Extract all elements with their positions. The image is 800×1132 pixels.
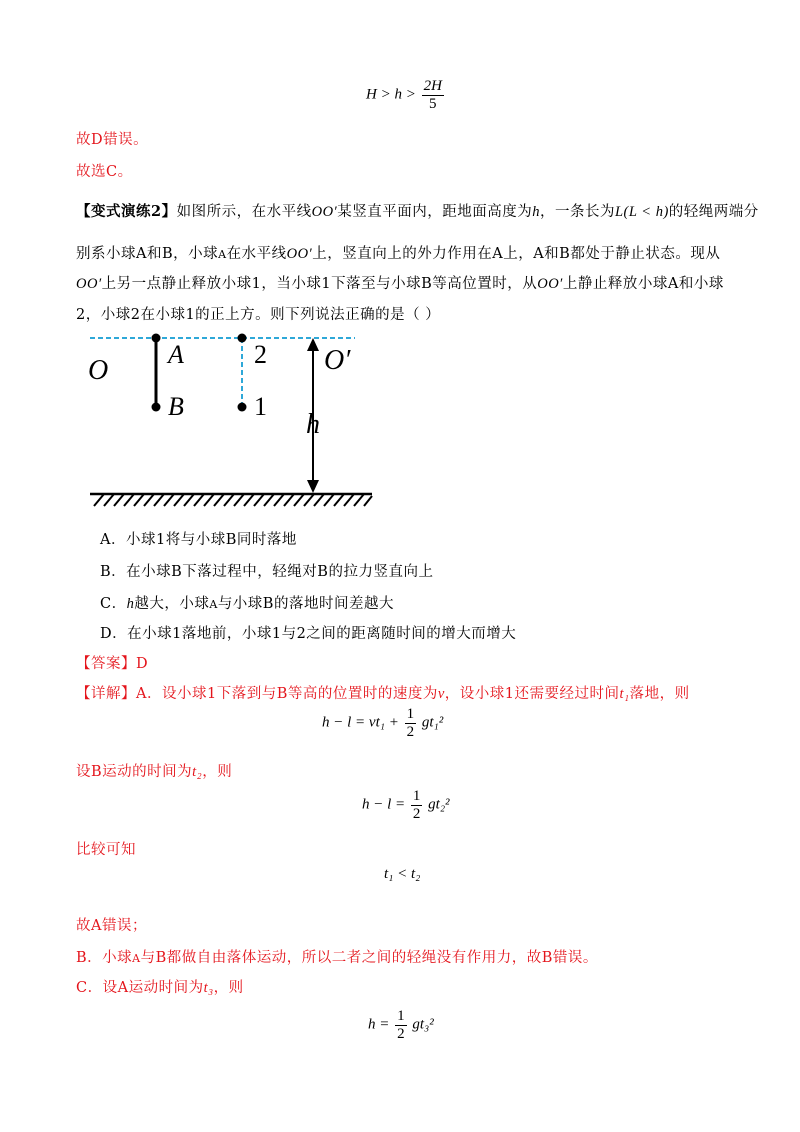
compare-line: 比较可知 (76, 842, 136, 858)
problem-text-3b: 上另一点静止释放小球1，当小球1下落至与小球B等高位置时，从 (101, 276, 538, 292)
eq4-fraction (395, 1008, 407, 1042)
option-d: D．在小球1落地前，小球1与2之间的距离随时间的增大而增大 (100, 626, 517, 642)
eq2-den: 2 (412, 805, 421, 822)
h-symbol: h (532, 204, 540, 220)
symbol-t1: t₁ (619, 686, 630, 702)
oo-symbol-4: OO′ (537, 276, 563, 292)
symbol-t2: t₂ (192, 764, 203, 780)
equation-2 (362, 788, 450, 822)
label-O: O (88, 355, 109, 386)
oo-symbol: OO′ (311, 204, 338, 220)
oo-symbol-2: OO′ (286, 246, 313, 262)
answer: 【答案】D (76, 656, 149, 672)
ground-hatch (94, 494, 372, 506)
L-condition: (L < h) (623, 204, 669, 220)
explain-intro (76, 682, 690, 703)
problem-line-4: 2，小球2在小球1的正上方。则下列说法正确的是（ ） (76, 307, 441, 323)
eq4-num: 1 (397, 1008, 405, 1024)
b-explain-a: B．小球 (76, 950, 133, 966)
eq1-rhs: gt₁² (421, 714, 444, 731)
setB-b: ，则 (202, 764, 233, 780)
label-1: 1 (254, 392, 267, 421)
eq4-den: 2 (397, 1025, 405, 1042)
eq2-fraction (411, 788, 423, 822)
label-A: A (168, 340, 184, 369)
equation-1 (322, 706, 443, 740)
line-d-wrong: 故D错误。 (76, 132, 149, 148)
eq2-lhs: h − l = (362, 796, 406, 813)
problem-text-2a: 别系小球A和B，小球 (76, 246, 219, 262)
option-b: B．在小球B下落过程中，轻绳对B的拉力竖直向上 (100, 564, 434, 580)
eq1-lhs: h − l = vt₁ + (322, 714, 399, 731)
option-a: A．小球1将与小球B同时落地 (100, 532, 297, 548)
label-2: 2 (254, 340, 267, 369)
option-c-h: h (126, 596, 135, 612)
setB-line (76, 760, 232, 781)
top-formula-lhs: H > h > (366, 86, 416, 103)
oo-symbol-3: OO′ (76, 276, 102, 292)
problem-text-2c: 上，竖直向上的外力作用在A上，A和B都处于静止状态。现从 (312, 246, 721, 262)
symbol-t3: t₃ (203, 980, 214, 996)
problem-text-1d: 的轻绳两端分 (668, 204, 759, 220)
eq4-rhs: gt₃² (412, 1016, 434, 1033)
explain-intro-b: ，设小球1还需要经过时间 (444, 686, 620, 702)
h-arrow-down-head (307, 480, 319, 493)
problem-tag: 【变式演练2】 (76, 203, 177, 220)
b-explain-A: A (132, 952, 141, 965)
label-Oprime: O′ (324, 345, 351, 376)
ball-2 (238, 334, 247, 343)
option-c-A: A (209, 598, 218, 611)
explain-intro-c: 落地，则 (629, 686, 690, 702)
b-explain-b: 与B都做自由落体运动，所以二者之间的轻绳没有作用力，故B错误。 (140, 950, 598, 966)
problem-text-2b: 在水平线 (226, 246, 287, 262)
top-formula-den: 5 (429, 95, 437, 112)
problem-text-1c: ，一条长为 (539, 204, 615, 220)
equation-3: t₁ < t₂ (384, 866, 421, 882)
equation-4 (368, 1008, 434, 1042)
symbol-v: v (437, 686, 445, 702)
problem-line-2 (76, 242, 720, 263)
physics-figure (80, 325, 390, 515)
problem-line-3 (76, 272, 724, 293)
L-symbol: L (614, 204, 624, 220)
label-B: B (168, 392, 184, 421)
option-c-b: 越大，小球 (134, 596, 210, 612)
explain-intro-a: 【详解】A．设小球1下落到与B等高的位置时的速度为 (76, 686, 438, 702)
problem-line-1 (76, 200, 759, 221)
b-explain-line (76, 946, 598, 967)
option-c-c: 与小球B的落地时间差越大 (217, 596, 394, 612)
option-c (100, 592, 394, 613)
ball-b (152, 403, 161, 412)
a-wrong-line: 故A错误； (76, 918, 147, 934)
h-arrow-up-head (307, 338, 319, 351)
eq1-num: 1 (406, 706, 415, 722)
eq2-num: 1 (412, 788, 421, 804)
ball-1 (238, 403, 247, 412)
top-formula-num: 2H (423, 78, 442, 94)
option-c-a: C． (100, 596, 127, 612)
ball-a (152, 334, 161, 343)
label-h: h (306, 409, 320, 440)
problem-text-1a: 如图所示，在水平线 (176, 204, 312, 220)
setB-a: 设B运动的时间为 (76, 764, 193, 780)
c-explain-line (76, 976, 244, 997)
c-explain-b: ，则 (213, 980, 244, 996)
eq1-fraction (405, 706, 417, 740)
eq1-den: 2 (406, 723, 415, 740)
c-explain-a: C．设A运动时间为 (76, 980, 204, 996)
line-choose: 故选C。 (76, 164, 133, 180)
eq4-lhs: h = (368, 1016, 390, 1033)
problem-text-3c: 上静止释放小球A和小球 (562, 276, 724, 292)
top-formula (366, 78, 446, 112)
A-small: A (218, 248, 227, 261)
eq2-rhs: gt₂² (428, 796, 450, 813)
problem-text-1b: 某竖直平面内，距地面高度为 (337, 204, 533, 220)
top-formula-fraction (422, 78, 444, 112)
